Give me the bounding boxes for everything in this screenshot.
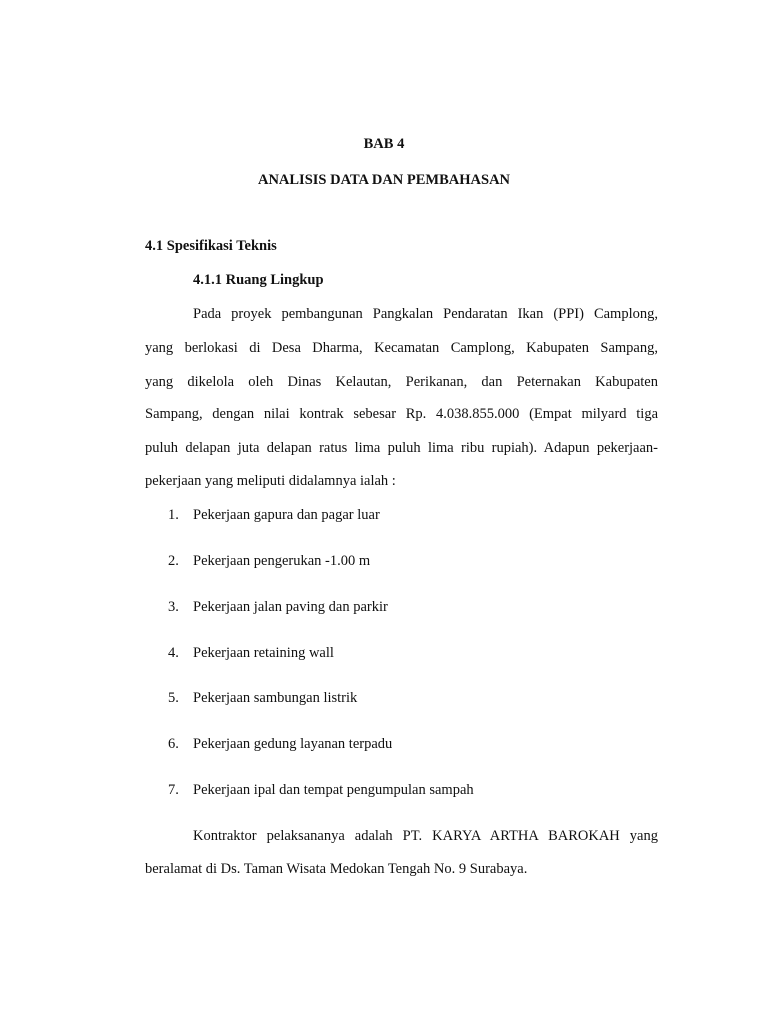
chapter-title: ANALISIS DATA DAN PEMBAHASAN (257, 172, 511, 188)
subsection-heading: 4.1.1 Ruang Lingkup (193, 272, 324, 288)
list-item-text: Pekerjaan gedung layanan terpadu (193, 736, 393, 752)
paragraph-1-line-3: yang dikelola oleh Dinas Kelautan, Perikanan, dan Peternakan Kabupaten (145, 374, 658, 390)
list-item-text: Pekerjaan ipal dan tempat pengumpulan sampah (193, 782, 474, 798)
section-heading: 4.1 Spesifikasi Teknis (145, 238, 277, 254)
paragraph-1-line-6: pekerjaan yang meliputi didalamnya ialah : (145, 473, 396, 489)
list-item (168, 782, 474, 799)
paragraph-1-line-1: Pada proyek pembangunan Pangkalan Pendaratan Ikan (PPI) Camplong, (193, 306, 658, 322)
list-item-text: Pekerjaan jalan paving dan parkir (193, 599, 388, 615)
list-item (168, 736, 392, 753)
list-item (168, 645, 334, 662)
list-item-text: Pekerjaan pengerukan -1.00 m (193, 553, 371, 569)
list-item-number: 7. (168, 782, 179, 798)
list-item-number: 6. (168, 736, 179, 752)
list-item-text: Pekerjaan gapura dan pagar luar (193, 507, 380, 523)
list-item-number: 5. (168, 690, 179, 706)
list-item-number: 2. (168, 553, 179, 569)
paragraph-1-line-4: Sampang, dengan nilai kontrak sebesar Rp. 4.038.855.000 (Empat milyard tiga (145, 406, 658, 422)
list-item-number: 1. (168, 507, 179, 523)
list-item (168, 507, 380, 524)
paragraph-2-line-2: beralamat di Ds. Taman Wisata Medokan Tengah No. 9 Surabaya. (145, 861, 528, 877)
list-item (168, 553, 370, 570)
paragraph-1-line-5: puluh delapan juta delapan ratus lima puluh lima ribu rupiah). Adapun pekerjaan- (145, 440, 658, 456)
chapter-number: BAB 4 (363, 136, 405, 152)
list-item (168, 690, 357, 707)
paragraph-2-line-1: Kontraktor pelaksananya adalah PT. KARYA ARTHA BAROKAH yang (193, 828, 658, 844)
list-item (168, 599, 388, 616)
paragraph-1-line-2: yang berlokasi di Desa Dharma, Kecamatan Camplong, Kabupaten Sampang, (145, 340, 658, 356)
list-item-number: 4. (168, 645, 179, 661)
list-item-text: Pekerjaan sambungan listrik (193, 690, 358, 706)
list-item-text: Pekerjaan retaining wall (193, 645, 334, 661)
list-item-number: 3. (168, 599, 179, 615)
